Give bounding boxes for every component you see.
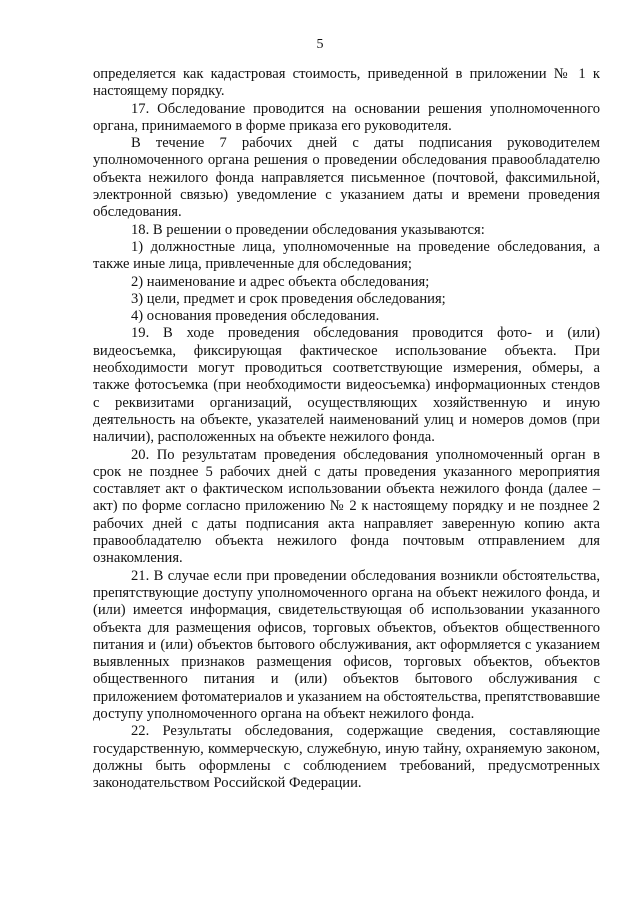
paragraph-22: 22. Результаты обследования, содержащие сведения, составляющие государственную, коммерческую, служебную, иную тайну, охраняемую законом, должны быть оформлены с соблюдением требований, предусмотренных законодательством Российской Федерации. xyxy=(93,723,600,792)
paragraph-19: 19. В ходе проведения обследования проводится фото- и (или) видеосъемка, фиксирующая фактическое использование объекта. При необходимости могут проводиться соответствующие измерения, обмеры, а также фотосъемка (при необходимости видеосъемка) информационных стендов с реквизитами организаций, осуществляющих хозяйственную и иную деятельность на объекте, указателей наименований улиц и номеров домов (при наличии), расположенных на объекте нежилого фонда. xyxy=(93,325,600,446)
paragraph-continuation: определяется как кадастровая стоимость, приведенной в приложении № 1 к настоящему порядку. xyxy=(93,66,600,100)
paragraph-18: 18. В решении о проведении обследования указываются: xyxy=(131,221,485,238)
paragraph-18-item-4: 4) основания проведения обследования. xyxy=(131,308,380,325)
page-number: 5 xyxy=(316,37,324,52)
paragraph-18-item-3: 3) цели, предмет и срок проведения обследования; xyxy=(131,290,446,307)
document-body xyxy=(93,66,600,792)
paragraph-20: 20. По результатам проведения обследования уполномоченный орган в срок не позднее 5 рабочих дней с даты проведения указанного мероприятия составляет акт о фактическом использовании объекта нежилого фонда (далее – акт) по форме согласно приложению № 2 к настоящему порядку и не позднее 2 рабочих дней с даты подписания акта направляет заверенную копию акта правообладателю объекта нежилого фонда почтовым отправлением для ознакомления. xyxy=(93,446,600,567)
paragraph-18-item-1: 1) должностные лица, уполномоченные на проведение обследования, а также иные лица, привлеченные для обследования; xyxy=(93,238,600,273)
paragraph-21: 21. В случае если при проведении обследования возникли обстоятельства, препятствующие доступу уполномоченного органа на объект нежилого фонда, и (или) имеется информация, свидетельствующая об использовании указанного объекта для размещения офисов, торговых объектов, объектов общественного питания и (или) объектов бытового обслуживания, акт оформляется с указанием выявленных признаков размещения офисов, торговых объектов, объектов общественного питания и (или) объектов бытового обслуживания с приложением фотоматериалов и указанием на обстоятельства, препятствовавшие доступу уполномоченного органа на объект нежилого фонда. xyxy=(93,567,600,722)
paragraph-18-item-2: 2) наименование и адрес объекта обследования; xyxy=(131,273,430,290)
paragraph-17: 17. Обследование проводится на основании решения уполномоченного органа, принимаемого в форме приказа его руководителя. xyxy=(93,100,600,134)
paragraph-17-notice: В течение 7 рабочих дней с даты подписания руководителем уполномоченного органа решения о проведении обследования правообладателю объекта нежилого фонда направляется письменное (почтовой, факсимильной, электронной связью) уведомление с указанием даты и времени проведения обследования. xyxy=(93,135,600,221)
